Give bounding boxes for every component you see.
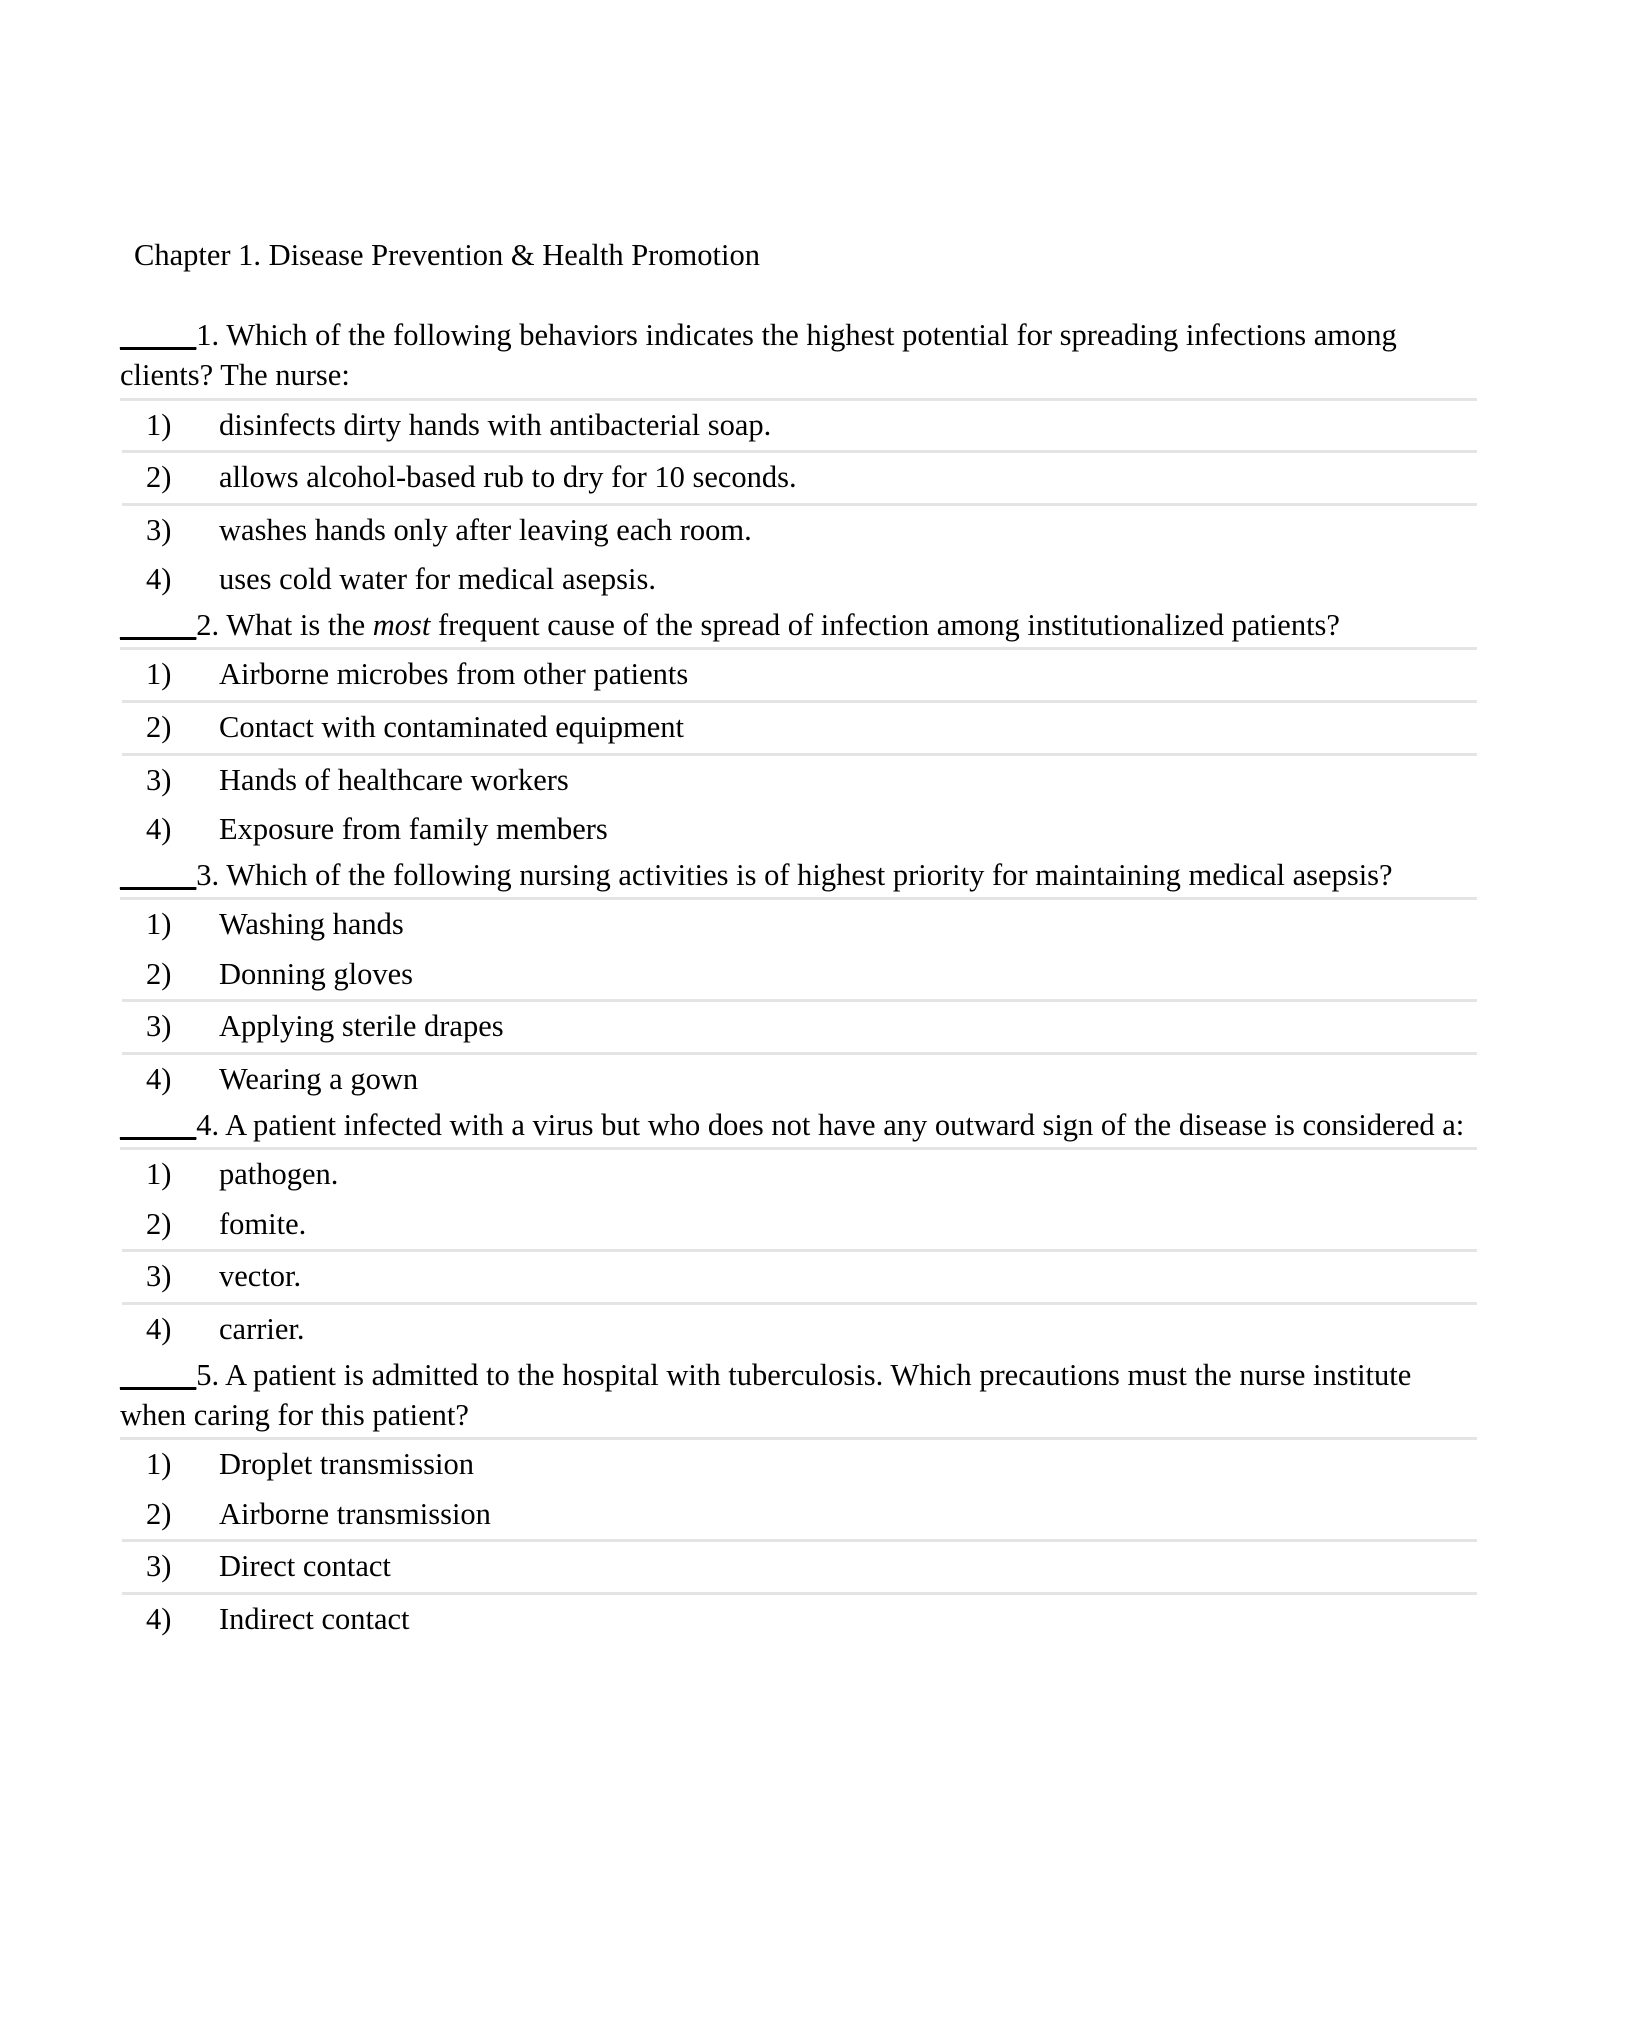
answer-option[interactable] xyxy=(120,1542,1480,1592)
answer-number: 2) xyxy=(146,460,172,495)
answer-list xyxy=(120,1440,1480,1645)
question-number: 5. xyxy=(196,1357,220,1392)
answer-number: 4) xyxy=(146,1601,172,1636)
answer-option[interactable] xyxy=(120,1200,1480,1250)
answer-list xyxy=(120,650,1480,855)
answer-option[interactable] xyxy=(120,1440,1480,1490)
question-text xyxy=(120,1105,1480,1147)
question-block xyxy=(120,1105,1480,1355)
answer-label: allows alcohol-based rub to dry for 10 seconds. xyxy=(219,460,797,495)
page-title: Chapter 1. Disease Prevention & Health Promotion xyxy=(134,238,760,272)
answer-option[interactable] xyxy=(120,1252,1480,1302)
answer-option[interactable] xyxy=(120,401,1480,451)
answer-blank[interactable]: _____ xyxy=(120,318,197,353)
answer-number: 2) xyxy=(146,709,172,744)
answer-option[interactable] xyxy=(120,1002,1480,1052)
answer-option[interactable] xyxy=(120,650,1480,700)
question-block xyxy=(120,855,1480,1105)
question-text xyxy=(120,315,1480,398)
answer-option[interactable] xyxy=(120,900,1480,950)
question-text xyxy=(120,855,1480,897)
answer-number: 4) xyxy=(146,812,172,847)
question-prompt: What is the xyxy=(219,608,373,643)
answer-label: Donning gloves xyxy=(219,956,414,991)
answer-number: 4) xyxy=(146,562,172,597)
question-prompt: A patient is admitted to the hospital with tuberculosis. Which precautions must the nurse institute when caring for this patient? xyxy=(120,1357,1412,1432)
answer-label: disinfects dirty hands with antibacterial soap. xyxy=(219,407,772,442)
answer-label: Hands of healthcare workers xyxy=(219,762,569,797)
answer-label: pathogen. xyxy=(219,1156,339,1191)
answer-option[interactable] xyxy=(120,703,1480,753)
answer-label: Contact with contaminated equipment xyxy=(219,709,685,744)
question-text xyxy=(120,1355,1480,1438)
answer-label: Indirect contact xyxy=(219,1601,410,1636)
question-number: 3. xyxy=(196,857,220,892)
answer-number: 3) xyxy=(146,1549,172,1584)
answer-number: 4) xyxy=(146,1311,172,1346)
answer-label: Washing hands xyxy=(219,907,404,942)
answer-number: 3) xyxy=(146,512,172,547)
question-emphasis: most xyxy=(372,608,431,643)
answer-option[interactable] xyxy=(120,1490,1480,1540)
answer-label: Droplet transmission xyxy=(219,1447,474,1482)
answer-label: Applying sterile drapes xyxy=(219,1009,504,1044)
answer-label: Airborne transmission xyxy=(219,1496,491,1531)
answer-option[interactable] xyxy=(120,1150,1480,1200)
answer-number: 2) xyxy=(146,1496,172,1531)
answer-blank[interactable]: _____ xyxy=(120,857,197,892)
answer-option[interactable] xyxy=(120,950,1480,1000)
answer-label: Airborne microbes from other patients xyxy=(219,657,689,692)
answer-label: fomite. xyxy=(219,1206,307,1241)
answer-list xyxy=(120,401,1480,606)
question-block xyxy=(120,605,1480,855)
answer-label: uses cold water for medical asepsis. xyxy=(219,562,657,597)
answer-option[interactable] xyxy=(120,756,1480,806)
answer-number: 4) xyxy=(146,1062,172,1097)
answer-option[interactable] xyxy=(120,805,1480,855)
answer-label: Direct contact xyxy=(219,1549,391,1584)
answer-label: carrier. xyxy=(219,1311,305,1346)
question-number: 4. xyxy=(196,1107,220,1142)
question-prompt: Which of the following behaviors indicates the highest potential for spreading infections among clients? The nurse: xyxy=(120,318,1397,393)
question-number: 2. xyxy=(196,608,220,643)
answer-option[interactable] xyxy=(120,453,1480,503)
answer-label: vector. xyxy=(219,1259,302,1294)
answer-number: 1) xyxy=(146,907,172,942)
question-block xyxy=(120,315,1480,605)
answer-number: 1) xyxy=(146,1156,172,1191)
question-prompt: Which of the following nursing activities is of highest priority for maintaining medical asepsis? xyxy=(219,857,1393,892)
question-block xyxy=(120,1355,1480,1645)
answer-number: 1) xyxy=(146,1447,172,1482)
answer-blank[interactable]: _____ xyxy=(120,608,197,643)
question-prompt-tail: frequent cause of the spread of infection among institutionalized patients? xyxy=(430,608,1340,643)
answer-blank[interactable]: _____ xyxy=(120,1107,197,1142)
answer-option[interactable] xyxy=(120,506,1480,556)
answer-number: 3) xyxy=(146,1009,172,1044)
answer-list xyxy=(120,900,1480,1105)
answer-list xyxy=(120,1150,1480,1355)
question-text xyxy=(120,605,1480,647)
answer-blank[interactable]: _____ xyxy=(120,1357,197,1392)
answer-label: Exposure from family members xyxy=(219,812,608,847)
answer-number: 3) xyxy=(146,762,172,797)
document-body xyxy=(120,236,1480,1645)
answer-option[interactable] xyxy=(120,555,1480,605)
answer-option[interactable] xyxy=(120,1305,1480,1355)
answer-number: 2) xyxy=(146,956,172,991)
answer-number: 1) xyxy=(146,407,172,442)
answer-number: 1) xyxy=(146,657,172,692)
answer-label: washes hands only after leaving each room. xyxy=(219,512,752,547)
question-number: 1. xyxy=(196,318,220,353)
answer-number: 3) xyxy=(146,1259,172,1294)
question-prompt: A patient infected with a virus but who does not have any outward sign of the disease is considered a: xyxy=(219,1107,1465,1142)
answer-label: Wearing a gown xyxy=(219,1062,419,1097)
answer-option[interactable] xyxy=(120,1595,1480,1645)
answer-number: 2) xyxy=(146,1206,172,1241)
answer-option[interactable] xyxy=(120,1055,1480,1105)
